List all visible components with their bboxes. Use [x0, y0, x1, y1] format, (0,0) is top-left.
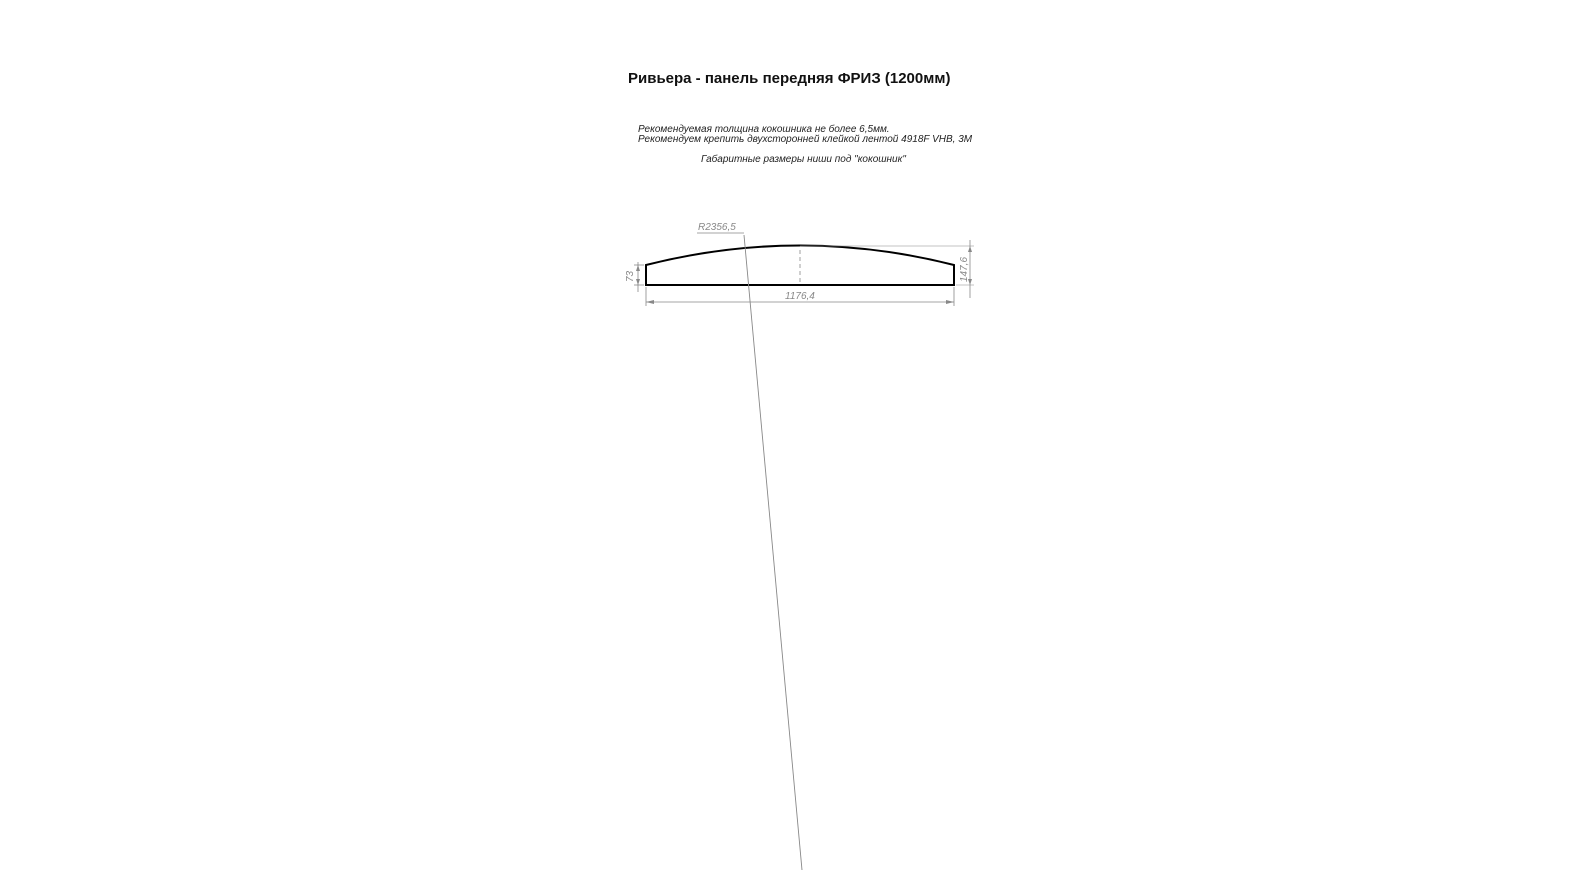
radius-label: R2356,5 [698, 222, 736, 233]
note-thickness: Рекомендуемая толщина кокошника не более 6,5мм. [638, 124, 890, 135]
radius-leader [744, 235, 802, 870]
side-height-arrow-top [636, 265, 640, 271]
side-height-arrow-bottom [636, 279, 640, 285]
width-label: 1176,4 [785, 291, 815, 302]
note-niche-size: Габаритные размеры ниши под "кокошник" [701, 154, 906, 165]
total-height-label: 147,6 [959, 256, 970, 282]
note-mounting-tape: Рекомендуем крепить двухсторонней клейкой лентой 4918F VHB, 3M [638, 134, 973, 145]
drawing-title: Ривьера - панель передняя ФРИЗ (1200мм) [628, 70, 951, 87]
total-height-arrow-top [968, 246, 972, 252]
side-height-label: 73 [625, 270, 636, 282]
width-arrow-right [946, 300, 954, 304]
width-arrow-left [646, 300, 654, 304]
